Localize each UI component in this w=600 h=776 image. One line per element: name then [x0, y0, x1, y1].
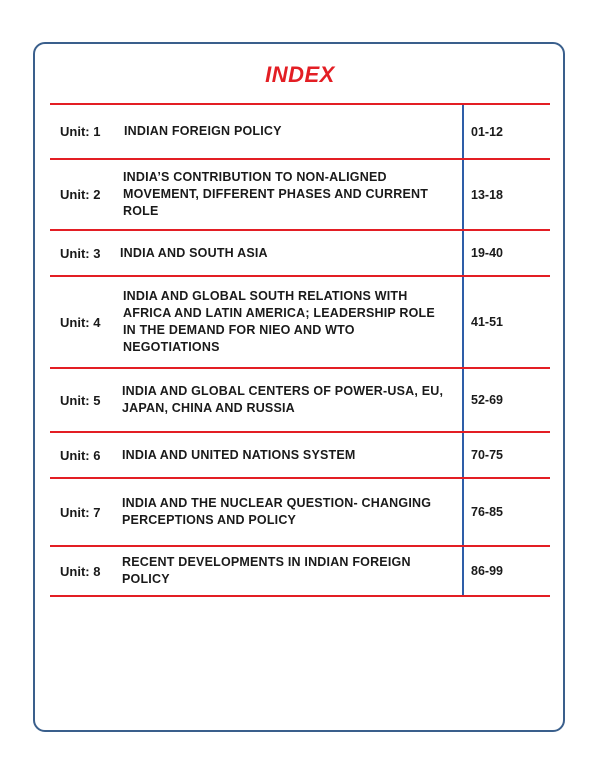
unit-topic	[122, 383, 443, 417]
topic-line: INDIA AND SOUTH ASIA	[120, 245, 268, 260]
page-range: 70-75	[471, 448, 503, 462]
unit-label: Unit: 7	[60, 504, 101, 520]
unit-topic	[122, 495, 431, 529]
index-row-unit-4	[50, 277, 550, 367]
page-range: 01-12	[471, 124, 503, 139]
unit-label: Unit: 3	[60, 245, 101, 261]
index-row-unit-5	[50, 369, 550, 431]
page-range: 76-85	[471, 505, 503, 519]
index-row-unit-3	[50, 231, 550, 275]
index-row-unit-8	[50, 547, 550, 595]
topic-line: ROLE	[123, 204, 159, 218]
unit-topic	[124, 123, 282, 140]
index-title: INDEX	[265, 62, 335, 87]
page-range: 19-40	[471, 246, 503, 260]
topic-line: IN THE DEMAND FOR NIEO AND WTO	[123, 323, 355, 337]
index-row-unit-1	[50, 105, 550, 158]
topic-line: PERCEPTIONS AND POLICY	[122, 513, 297, 527]
row-divider	[50, 595, 550, 597]
unit-topic	[122, 554, 411, 588]
topic-line: NEGOTIATIONS	[123, 340, 220, 354]
unit-topic	[123, 169, 428, 220]
topic-line: INDIA AND GLOBAL SOUTH RELATIONS WITH	[123, 289, 408, 303]
topic-line: INDIA AND THE NUCLEAR QUESTION- CHANGING	[122, 496, 432, 510]
unit-label: Unit: 4	[60, 314, 101, 330]
page-range: 41-51	[471, 315, 503, 329]
topic-line: AFRICA AND LATIN AMERICA; LEADERSHIP ROLE	[123, 306, 435, 320]
index-row-unit-6	[50, 433, 550, 477]
topic-line: INDIA’S CONTRIBUTION TO NON-ALIGNED	[123, 170, 387, 184]
unit-topic	[123, 288, 435, 356]
index-row-unit-7	[50, 479, 550, 545]
unit-label: Unit: 6	[60, 447, 101, 463]
unit-label: Unit: 8	[60, 563, 101, 579]
topic-line: INDIA AND GLOBAL CENTERS OF POWER-USA, EU,	[122, 384, 444, 398]
topic-line: MOVEMENT, DIFFERENT PHASES AND CURRENT	[123, 187, 429, 201]
topic-line: POLICY	[122, 572, 170, 586]
unit-topic	[122, 447, 356, 464]
page-range: 52-69	[471, 393, 503, 407]
unit-label: Unit: 1	[60, 124, 101, 139]
topic-line: INDIA AND UNITED NATIONS SYSTEM	[122, 447, 356, 462]
topic-line: INDIAN FOREIGN POLICY	[124, 124, 282, 138]
index-row-unit-2	[50, 160, 550, 229]
unit-label: Unit: 5	[60, 392, 101, 408]
unit-topic	[120, 245, 268, 262]
topic-line: JAPAN, CHINA AND RUSSIA	[122, 401, 295, 415]
page-range: 13-18	[471, 187, 503, 202]
page-range: 86-99	[471, 564, 503, 578]
topic-line: RECENT DEVELOPMENTS IN INDIAN FOREIGN	[122, 555, 411, 569]
unit-label: Unit: 2	[60, 187, 101, 202]
